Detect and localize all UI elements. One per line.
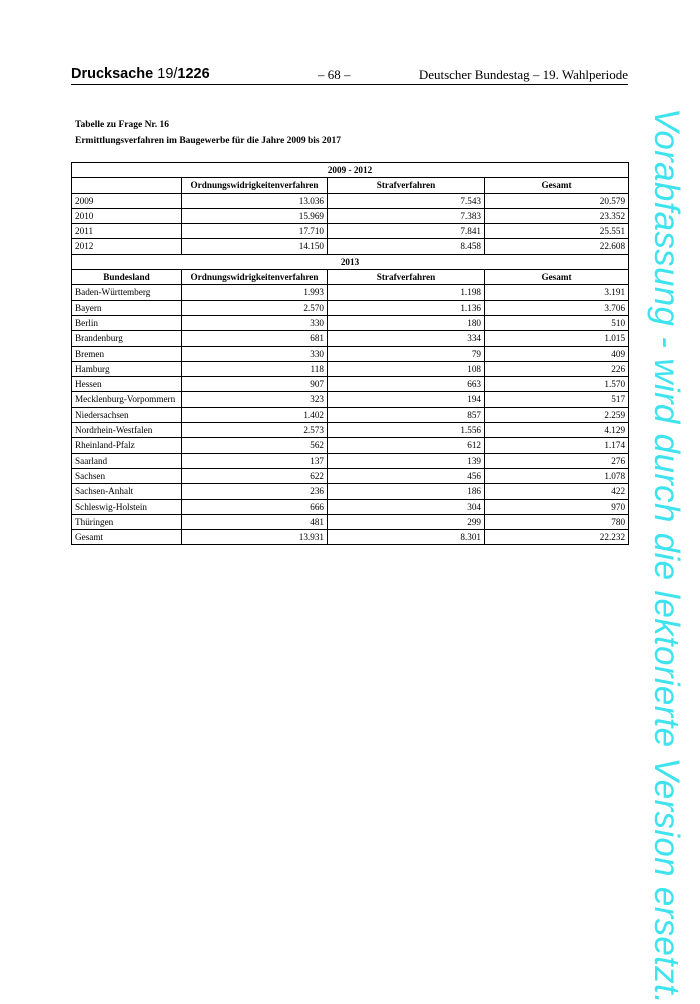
value-cell: 409 (485, 346, 629, 361)
value-cell: 2.570 (182, 300, 328, 315)
value-cell: 622 (182, 468, 328, 483)
statistics-table (71, 162, 629, 545)
table-row (72, 285, 629, 300)
value-cell: 7.543 (328, 193, 485, 208)
value-cell: 139 (328, 453, 485, 468)
row-label-cell: Hessen (72, 377, 182, 392)
section-2009-2012-column-header-row (72, 178, 629, 193)
table-number-caption: Tabelle zu Frage Nr. 16 (75, 120, 170, 130)
column-header: Ordnungswidrigkeitenverfahren (182, 270, 328, 285)
table-row (72, 468, 629, 483)
value-cell: 79 (328, 346, 485, 361)
row-label-cell: Niedersachsen (72, 407, 182, 422)
table-row (72, 346, 629, 361)
value-cell: 517 (485, 392, 629, 407)
doc-label: Drucksache (71, 66, 154, 82)
row-label-cell: Hamburg (72, 361, 182, 376)
row-label-cell: Thüringen (72, 514, 182, 529)
table-row (72, 331, 629, 346)
page-header (71, 66, 628, 86)
value-cell: 8.458 (328, 239, 485, 254)
value-cell: 1.198 (328, 285, 485, 300)
value-cell: 330 (182, 315, 328, 330)
row-label-cell: Berlin (72, 315, 182, 330)
value-cell: 194 (328, 392, 485, 407)
value-cell: 663 (328, 377, 485, 392)
value-cell: 299 (328, 514, 485, 529)
table-row (72, 193, 629, 208)
value-cell: 17.710 (182, 224, 328, 239)
table-row (72, 499, 629, 514)
table-row (72, 423, 629, 438)
value-cell: 118 (182, 361, 328, 376)
table-row (72, 392, 629, 407)
section-2013-heading-row (72, 254, 629, 269)
row-label-cell: Bremen (72, 346, 182, 361)
table-row (72, 224, 629, 239)
table-title-caption: Ermittlungsverfahren im Baugewerbe für die Jahre 2009 bis 2017 (75, 136, 341, 146)
column-header: Strafverfahren (328, 178, 485, 193)
header-rule (71, 84, 628, 85)
value-cell: 1.015 (485, 331, 629, 346)
value-cell: 226 (485, 361, 629, 376)
table-row (72, 453, 629, 468)
value-cell: 1.174 (485, 438, 629, 453)
value-cell: 1.078 (485, 468, 629, 483)
row-label-cell: Mecklenburg-Vorpommern (72, 392, 182, 407)
table-row (72, 377, 629, 392)
value-cell: 1.402 (182, 407, 328, 422)
value-cell: 13.931 (182, 530, 328, 545)
value-cell: 510 (485, 315, 629, 330)
row-label-cell: Nordrhein-Westfalen (72, 423, 182, 438)
row-label-cell: 2012 (72, 239, 182, 254)
value-cell: 7.383 (328, 208, 485, 223)
column-header: Gesamt (485, 270, 629, 285)
value-cell: 323 (182, 392, 328, 407)
value-cell: 2.259 (485, 407, 629, 422)
value-cell: 334 (328, 331, 485, 346)
value-cell: 1.556 (328, 423, 485, 438)
row-label-cell: 2011 (72, 224, 182, 239)
column-header: Gesamt (485, 178, 629, 193)
doc-num-main: 1226 (177, 66, 210, 82)
section-2009-2012-heading: 2009 - 2012 (72, 163, 629, 178)
value-cell: 1.993 (182, 285, 328, 300)
table-row (72, 407, 629, 422)
section-2013-column-header-row (72, 270, 629, 285)
value-cell: 2.573 (182, 423, 328, 438)
watermark-text: Vorabfassung - wird durch die lektorierte Version ersetzt. (647, 108, 686, 1004)
value-cell: 137 (182, 453, 328, 468)
value-cell: 20.579 (485, 193, 629, 208)
value-cell: 422 (485, 484, 629, 499)
value-cell: 23.352 (485, 208, 629, 223)
section-2013-heading: 2013 (72, 254, 629, 269)
table-row (72, 208, 629, 223)
row-label-cell: Saarland (72, 453, 182, 468)
table-row (72, 514, 629, 529)
row-label-cell: Rheinland-Pfalz (72, 438, 182, 453)
value-cell: 481 (182, 514, 328, 529)
value-cell: 857 (328, 407, 485, 422)
value-cell: 14.150 (182, 239, 328, 254)
value-cell: 236 (182, 484, 328, 499)
row-label-cell: Schleswig-Holstein (72, 499, 182, 514)
row-label-cell: 2010 (72, 208, 182, 223)
value-cell: 780 (485, 514, 629, 529)
value-cell: 13.036 (182, 193, 328, 208)
table-row (72, 361, 629, 376)
value-cell: 22.608 (485, 239, 629, 254)
table-row (72, 438, 629, 453)
document-number (71, 66, 210, 82)
value-cell: 7.841 (328, 224, 485, 239)
column-header: Bundesland (72, 270, 182, 285)
value-cell: 180 (328, 315, 485, 330)
value-cell: 907 (182, 377, 328, 392)
value-cell: 1.136 (328, 300, 485, 315)
value-cell: 25.551 (485, 224, 629, 239)
row-label-cell: Brandenburg (72, 331, 182, 346)
column-header: Strafverfahren (328, 270, 485, 285)
row-label-cell: Baden-Württemberg (72, 285, 182, 300)
value-cell: 970 (485, 499, 629, 514)
table-row (72, 300, 629, 315)
row-label-cell: Sachsen-Anhalt (72, 484, 182, 499)
table-row (72, 239, 629, 254)
value-cell: 3.191 (485, 285, 629, 300)
value-cell: 666 (182, 499, 328, 514)
section-2009-2012-heading-row (72, 163, 629, 178)
value-cell: 330 (182, 346, 328, 361)
doc-num-prefix: 19/ (157, 66, 178, 82)
value-cell: 15.969 (182, 208, 328, 223)
row-label-cell: 2009 (72, 193, 182, 208)
value-cell: 276 (485, 453, 629, 468)
value-cell: 681 (182, 331, 328, 346)
value-cell: 1.570 (485, 377, 629, 392)
table-row (72, 484, 629, 499)
row-label-cell: Bayern (72, 300, 182, 315)
institution: Deutscher Bundestag – 19. Wahlperiode (418, 67, 628, 82)
value-cell: 562 (182, 438, 328, 453)
draft-watermark (640, 108, 688, 1004)
row-label-cell: Sachsen (72, 468, 182, 483)
table-row (72, 530, 629, 545)
value-cell: 612 (328, 438, 485, 453)
page-number: – 68 – (318, 67, 351, 82)
value-cell: 456 (328, 468, 485, 483)
row-label-cell: Gesamt (72, 530, 182, 545)
column-header (72, 178, 182, 193)
value-cell: 3.706 (485, 300, 629, 315)
value-cell: 186 (328, 484, 485, 499)
value-cell: 304 (328, 499, 485, 514)
column-header: Ordnungswidrigkeitenverfahren (182, 178, 328, 193)
value-cell: 8.301 (328, 530, 485, 545)
value-cell: 22.232 (485, 530, 629, 545)
value-cell: 108 (328, 361, 485, 376)
value-cell: 4.129 (485, 423, 629, 438)
table-row (72, 315, 629, 330)
